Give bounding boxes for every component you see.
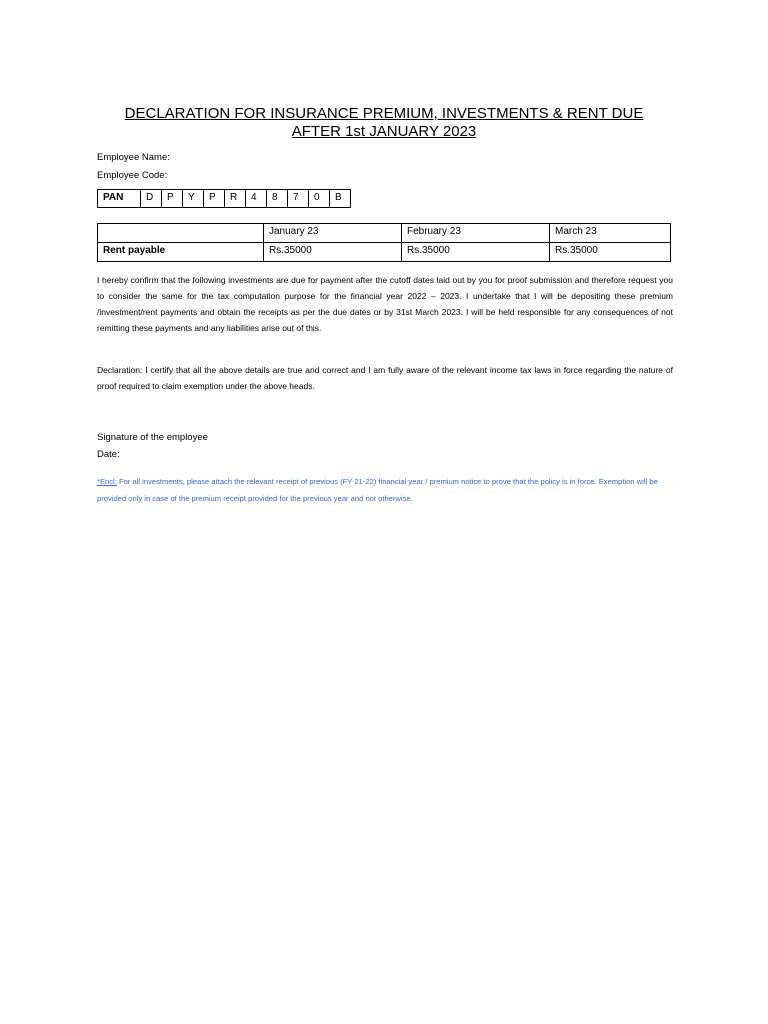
rent-table — [97, 223, 671, 262]
pan-table — [97, 189, 351, 208]
employee-name-label: Employee Name: — [97, 152, 170, 163]
pan-char: 0 — [309, 190, 330, 208]
rent-payable-label: Rent payable — [98, 243, 264, 262]
pan-char: P — [162, 190, 183, 208]
signature-label: Signature of the employee — [97, 432, 208, 443]
table-header-cell: January 23 — [264, 224, 402, 243]
title-line-1: DECLARATION FOR INSURANCE PREMIUM, INVESTMENTS & RENT DUE — [124, 105, 644, 122]
title-line-2: AFTER 1st JANUARY 2023 — [291, 123, 477, 140]
pan-char: R — [225, 190, 246, 208]
pan-char: Y — [183, 190, 204, 208]
confirmation-paragraph: I hereby confirm that the following investments are due for payment after the cutoff dates laid out by you for proof submission and therefore request you to consider the same for the tax computation purpose for the financial year 2022 – 2023. I undertake that I will be depositing these premium /investment/rent payments and obtain the receipts as per the due dates or by 31st March 2023. I will be held responsible for any consequences of not remitting these payments and any liabilities arise out of this. — [97, 275, 673, 333]
pan-char: 4 — [246, 190, 267, 208]
pan-char: 8 — [267, 190, 288, 208]
enclosure-note — [97, 474, 675, 507]
declaration-paragraph: Declaration: I certify that all the above details are true and correct and I am fully aware of the relevant income tax laws in force regarding the nature of proof required to claim exemption under the above heads. — [97, 365, 673, 391]
table-header-cell: March 23 — [550, 224, 671, 243]
table-cell: Rs.35000 — [264, 243, 402, 262]
rent-table-row — [98, 243, 671, 262]
date-label: Date: — [97, 449, 120, 460]
enclosure-text: For all investments, please attach the relevant receipt of previous (FY 21-22) financial year / premium notice to prove that the policy is in force. Exemption will be provided only in case of the premium receipt provided for the previous year and not otherwise. — [97, 477, 658, 503]
pan-label: PAN — [98, 190, 141, 208]
table-cell: Rs.35000 — [550, 243, 671, 262]
pan-char: B — [330, 190, 351, 208]
pan-char: D — [141, 190, 162, 208]
employee-code-label: Employee Code: — [97, 170, 168, 181]
pan-row — [98, 190, 351, 208]
pan-char: P — [204, 190, 225, 208]
pan-char: 7 — [288, 190, 309, 208]
document-title — [96, 105, 672, 141]
table-cell: Rs.35000 — [402, 243, 550, 262]
rent-table-header-row — [98, 224, 671, 243]
enclosure-prefix: *Encl: — [97, 477, 117, 486]
table-header-cell — [98, 224, 264, 243]
table-header-cell: February 23 — [402, 224, 550, 243]
